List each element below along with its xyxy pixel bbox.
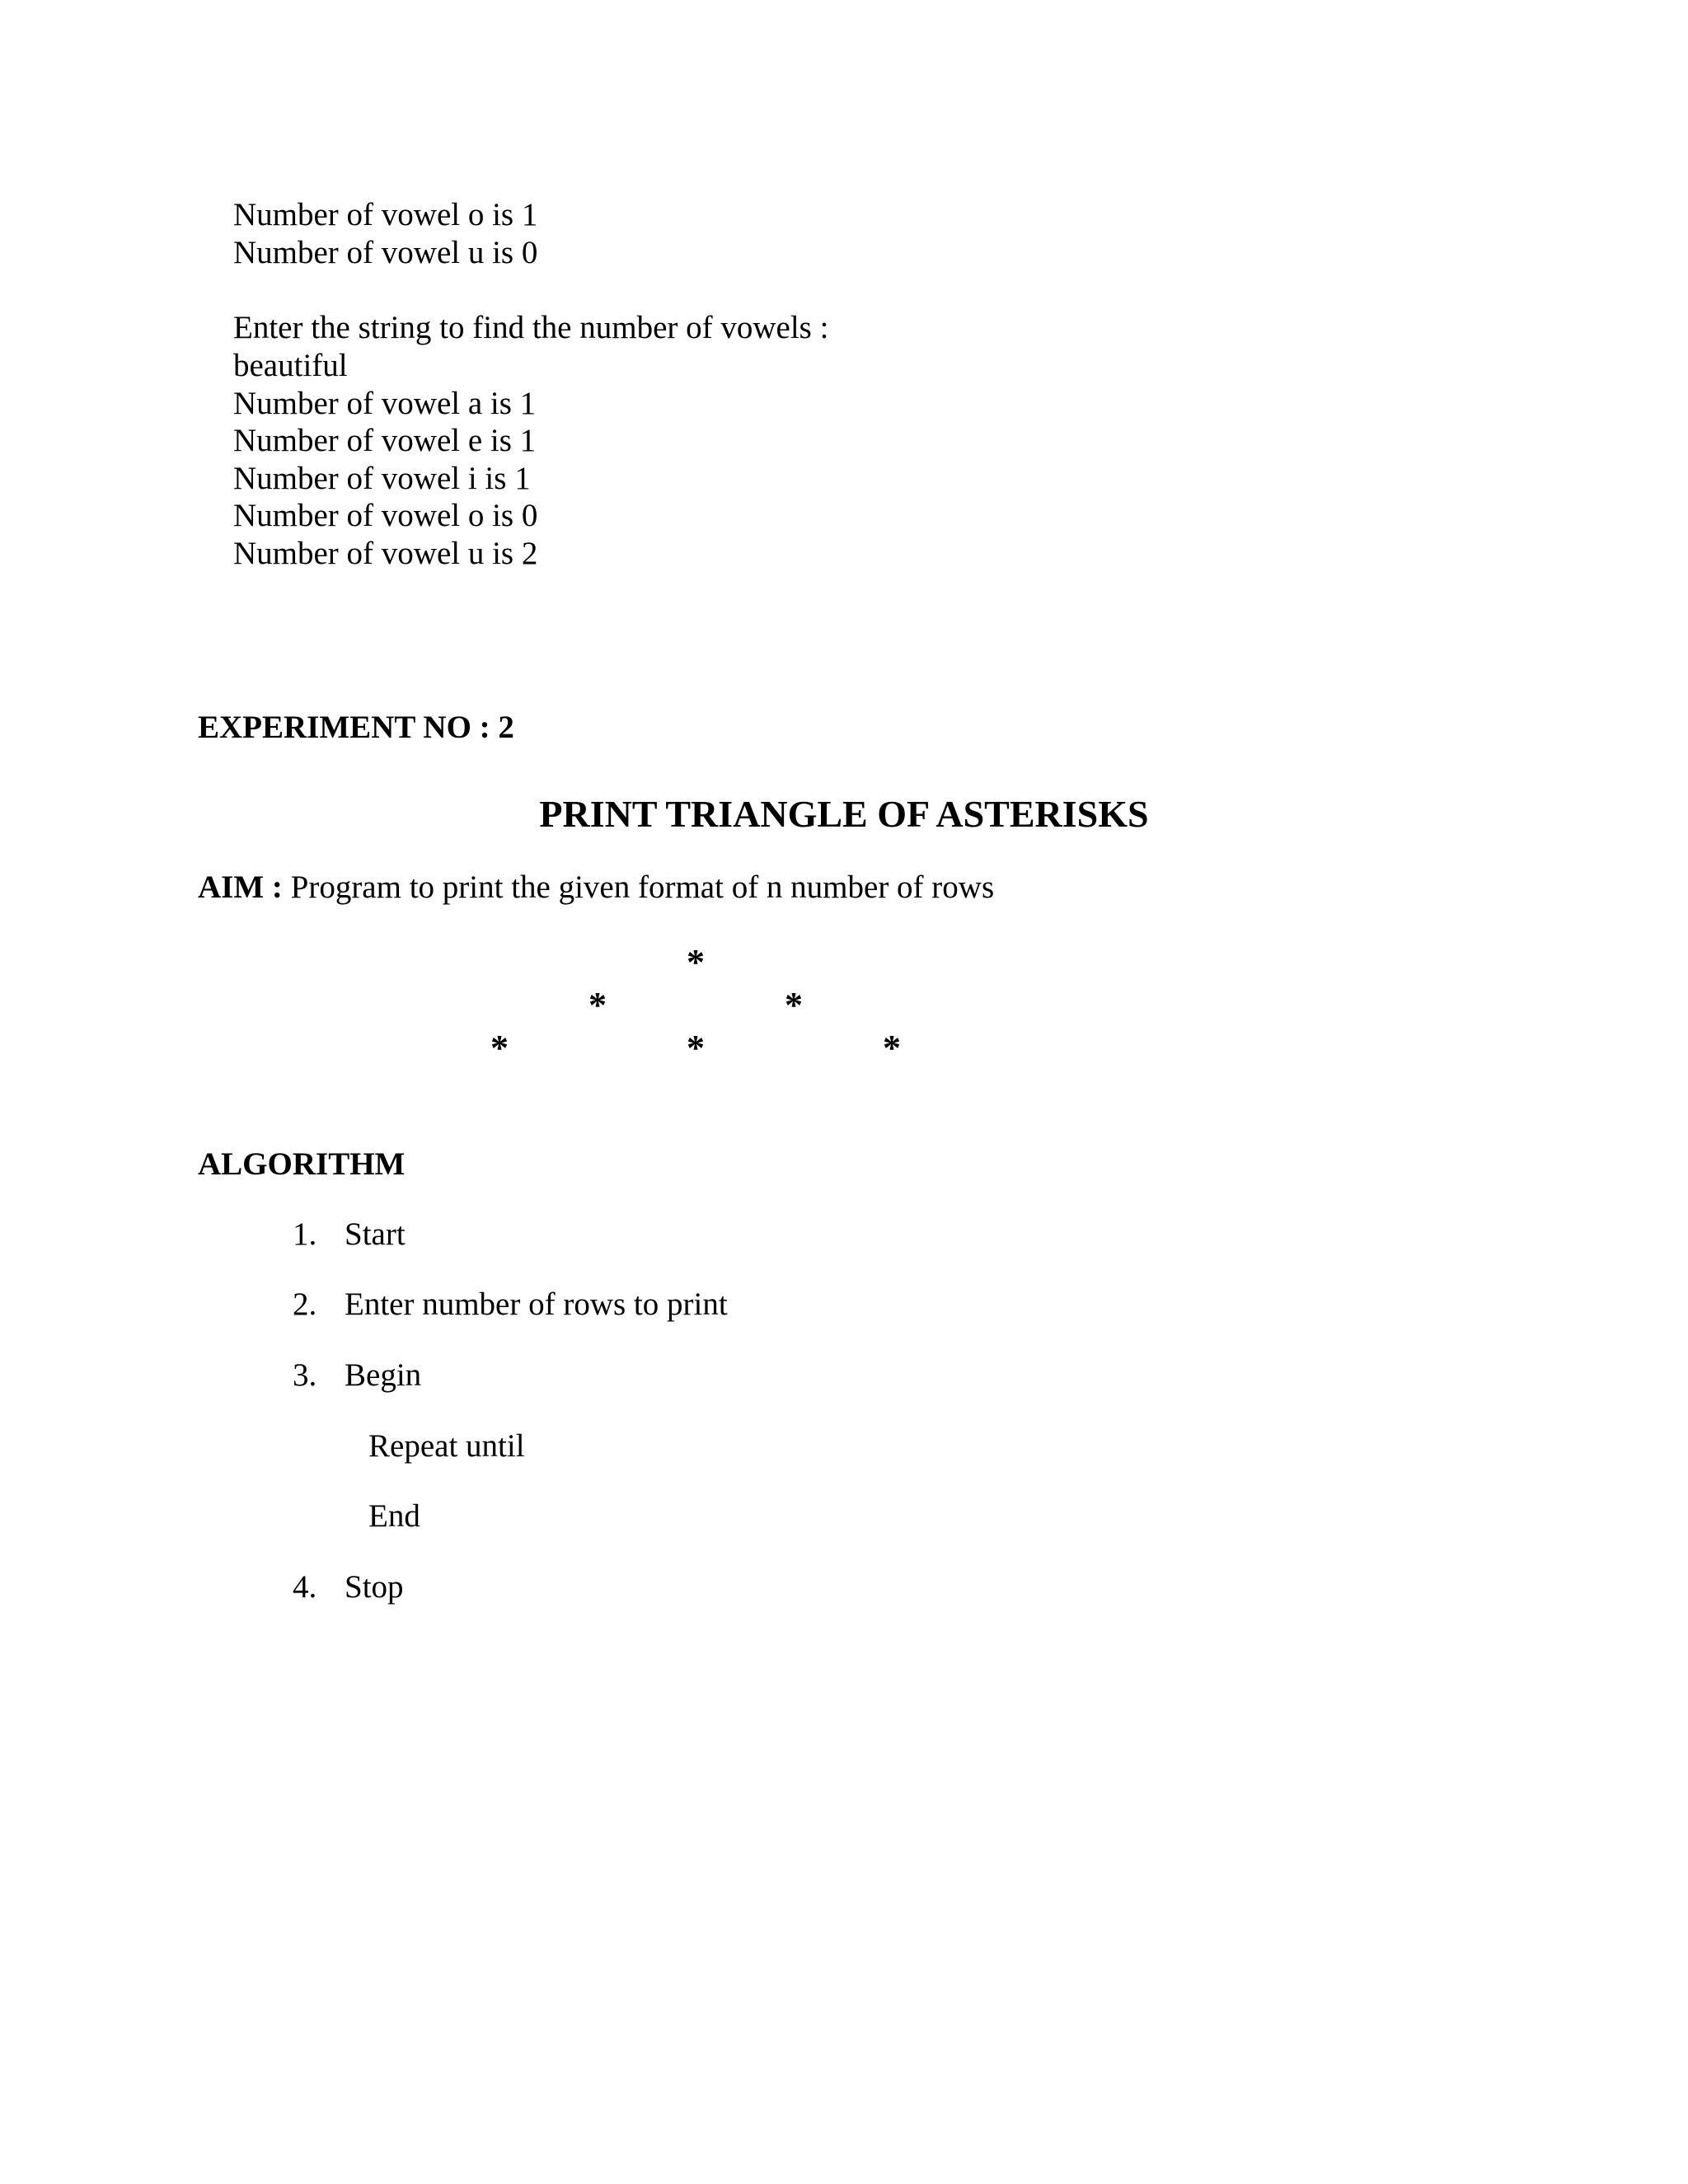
output-line: Enter the string to find the number of vowels : [233, 310, 829, 345]
aim-text: Program to print the given format of n number of rows [282, 869, 995, 905]
output-line: Number of vowel i is 1 [233, 461, 531, 496]
asterisk: * [490, 1028, 509, 1068]
step-number: 2. [293, 1286, 317, 1322]
output-line: Number of vowel u is 0 [233, 235, 538, 270]
step-text: Start [345, 1216, 406, 1252]
asterisk: * [785, 985, 803, 1025]
output-line: Number of vowel u is 2 [233, 536, 538, 571]
step-text: Enter number of rows to print [345, 1286, 728, 1322]
asterisk: * [588, 985, 607, 1025]
output-line: Number of vowel a is 1 [233, 386, 537, 421]
step-text: Stop [345, 1569, 404, 1605]
asterisk: * [687, 1028, 705, 1068]
algorithm-heading: ALGORITHM [198, 1146, 406, 1182]
asterisk: * [687, 942, 705, 982]
output-line: Number of vowel e is 1 [233, 423, 537, 458]
output-line: Number of vowel o is 1 [233, 197, 538, 232]
step-text: Begin [345, 1357, 422, 1393]
asterisk: * [883, 1028, 901, 1068]
step-number: 3. [293, 1357, 317, 1393]
experiment-heading: EXPERIMENT NO : 2 [198, 710, 514, 745]
sub-step-text: Repeat until [368, 1428, 525, 1464]
aim-label: AIM : [198, 869, 283, 905]
output-line: beautiful [233, 348, 348, 383]
sub-step-text: End [368, 1498, 420, 1534]
aim-paragraph [198, 869, 994, 907]
step-number: 1. [293, 1216, 317, 1252]
page-title: PRINT TRIANGLE OF ASTERISKS [539, 793, 1149, 835]
step-number: 4. [293, 1569, 317, 1605]
output-line: Number of vowel o is 0 [233, 498, 538, 533]
